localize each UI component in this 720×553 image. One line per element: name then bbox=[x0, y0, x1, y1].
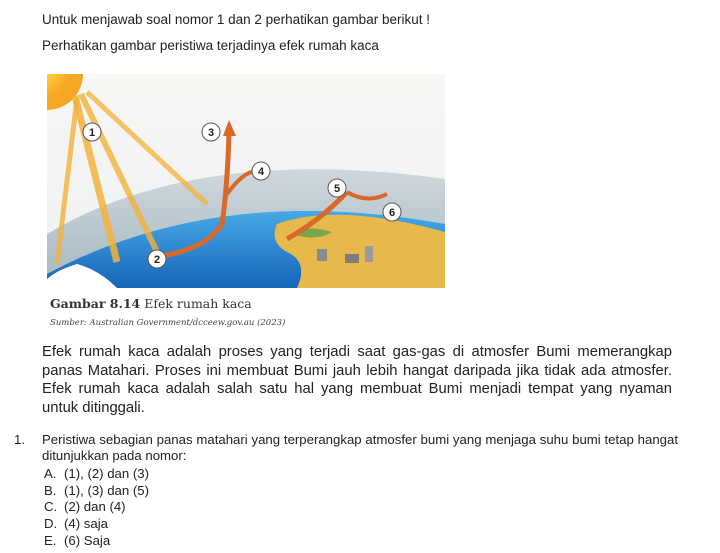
option-text: (2) dan (4) bbox=[64, 499, 126, 514]
figure-caption bbox=[50, 296, 252, 311]
marker-5 bbox=[328, 179, 346, 197]
option-label: E. bbox=[44, 533, 57, 548]
option-text: (6) Saja bbox=[64, 533, 111, 548]
option-label: B. bbox=[44, 483, 57, 498]
marker-1 bbox=[83, 123, 101, 141]
question-1 bbox=[14, 432, 678, 464]
intro-text: Untuk menjawab soal nomor 1 dan 2 perhatikan gambar berikut ! bbox=[42, 12, 430, 27]
option-text: (1), (3) dan (5) bbox=[64, 483, 150, 498]
option-text: (1), (2) dan (3) bbox=[64, 466, 150, 481]
option-e[interactable] bbox=[44, 533, 110, 548]
marker-2 bbox=[148, 250, 166, 268]
figure-source: Sumber: Australian Government/dcceew.gov.au (2023) bbox=[50, 318, 286, 328]
building-icon bbox=[365, 246, 373, 262]
building-icon bbox=[317, 249, 327, 261]
figure-caption-label: Gambar 8.14 bbox=[50, 296, 141, 311]
greenhouse-effect-illustration bbox=[47, 74, 445, 288]
option-label: C. bbox=[44, 499, 58, 514]
question-number: 1. bbox=[14, 432, 25, 447]
illustration-svg bbox=[47, 74, 445, 288]
option-label: D. bbox=[44, 516, 58, 531]
option-a[interactable] bbox=[44, 466, 149, 481]
svg-text:6: 6 bbox=[388, 207, 396, 219]
option-text: (4) saja bbox=[64, 516, 108, 531]
option-b[interactable] bbox=[44, 483, 149, 498]
instruction-text: Perhatikan gambar peristiwa terjadinya efek rumah kaca bbox=[42, 38, 379, 53]
option-c[interactable] bbox=[44, 499, 126, 514]
question-text: Peristiwa sebagian panas matahari yang terperangkap atmosfer bumi yang menjaga suhu bumi tetap hangat ditunjukkan pada nomor: bbox=[42, 432, 678, 463]
svg-text:4: 4 bbox=[257, 166, 265, 178]
marker-6 bbox=[383, 203, 401, 221]
explanation-paragraph: Efek rumah kaca adalah proses yang terjadi saat gas-gas di atmosfer Bumi memerangkap panas Matahari. Proses ini membuat Bumi jauh lebih hangat daripada jika tidak ada atmosfer. Efek rumah kaca adalah salah satu hal yang membuat Bumi menjadi tempat yang nyaman untuk ditinggali. bbox=[42, 344, 672, 417]
svg-text:5: 5 bbox=[333, 183, 341, 195]
figure-caption-text: Efek rumah kaca bbox=[144, 296, 252, 311]
svg-text:1: 1 bbox=[88, 127, 96, 139]
option-label: A. bbox=[44, 466, 57, 481]
svg-text:2: 2 bbox=[153, 254, 161, 266]
marker-3 bbox=[202, 123, 220, 141]
svg-text:3: 3 bbox=[207, 127, 215, 139]
building-icon bbox=[345, 254, 359, 263]
marker-4 bbox=[252, 162, 270, 180]
option-d[interactable] bbox=[44, 516, 108, 531]
